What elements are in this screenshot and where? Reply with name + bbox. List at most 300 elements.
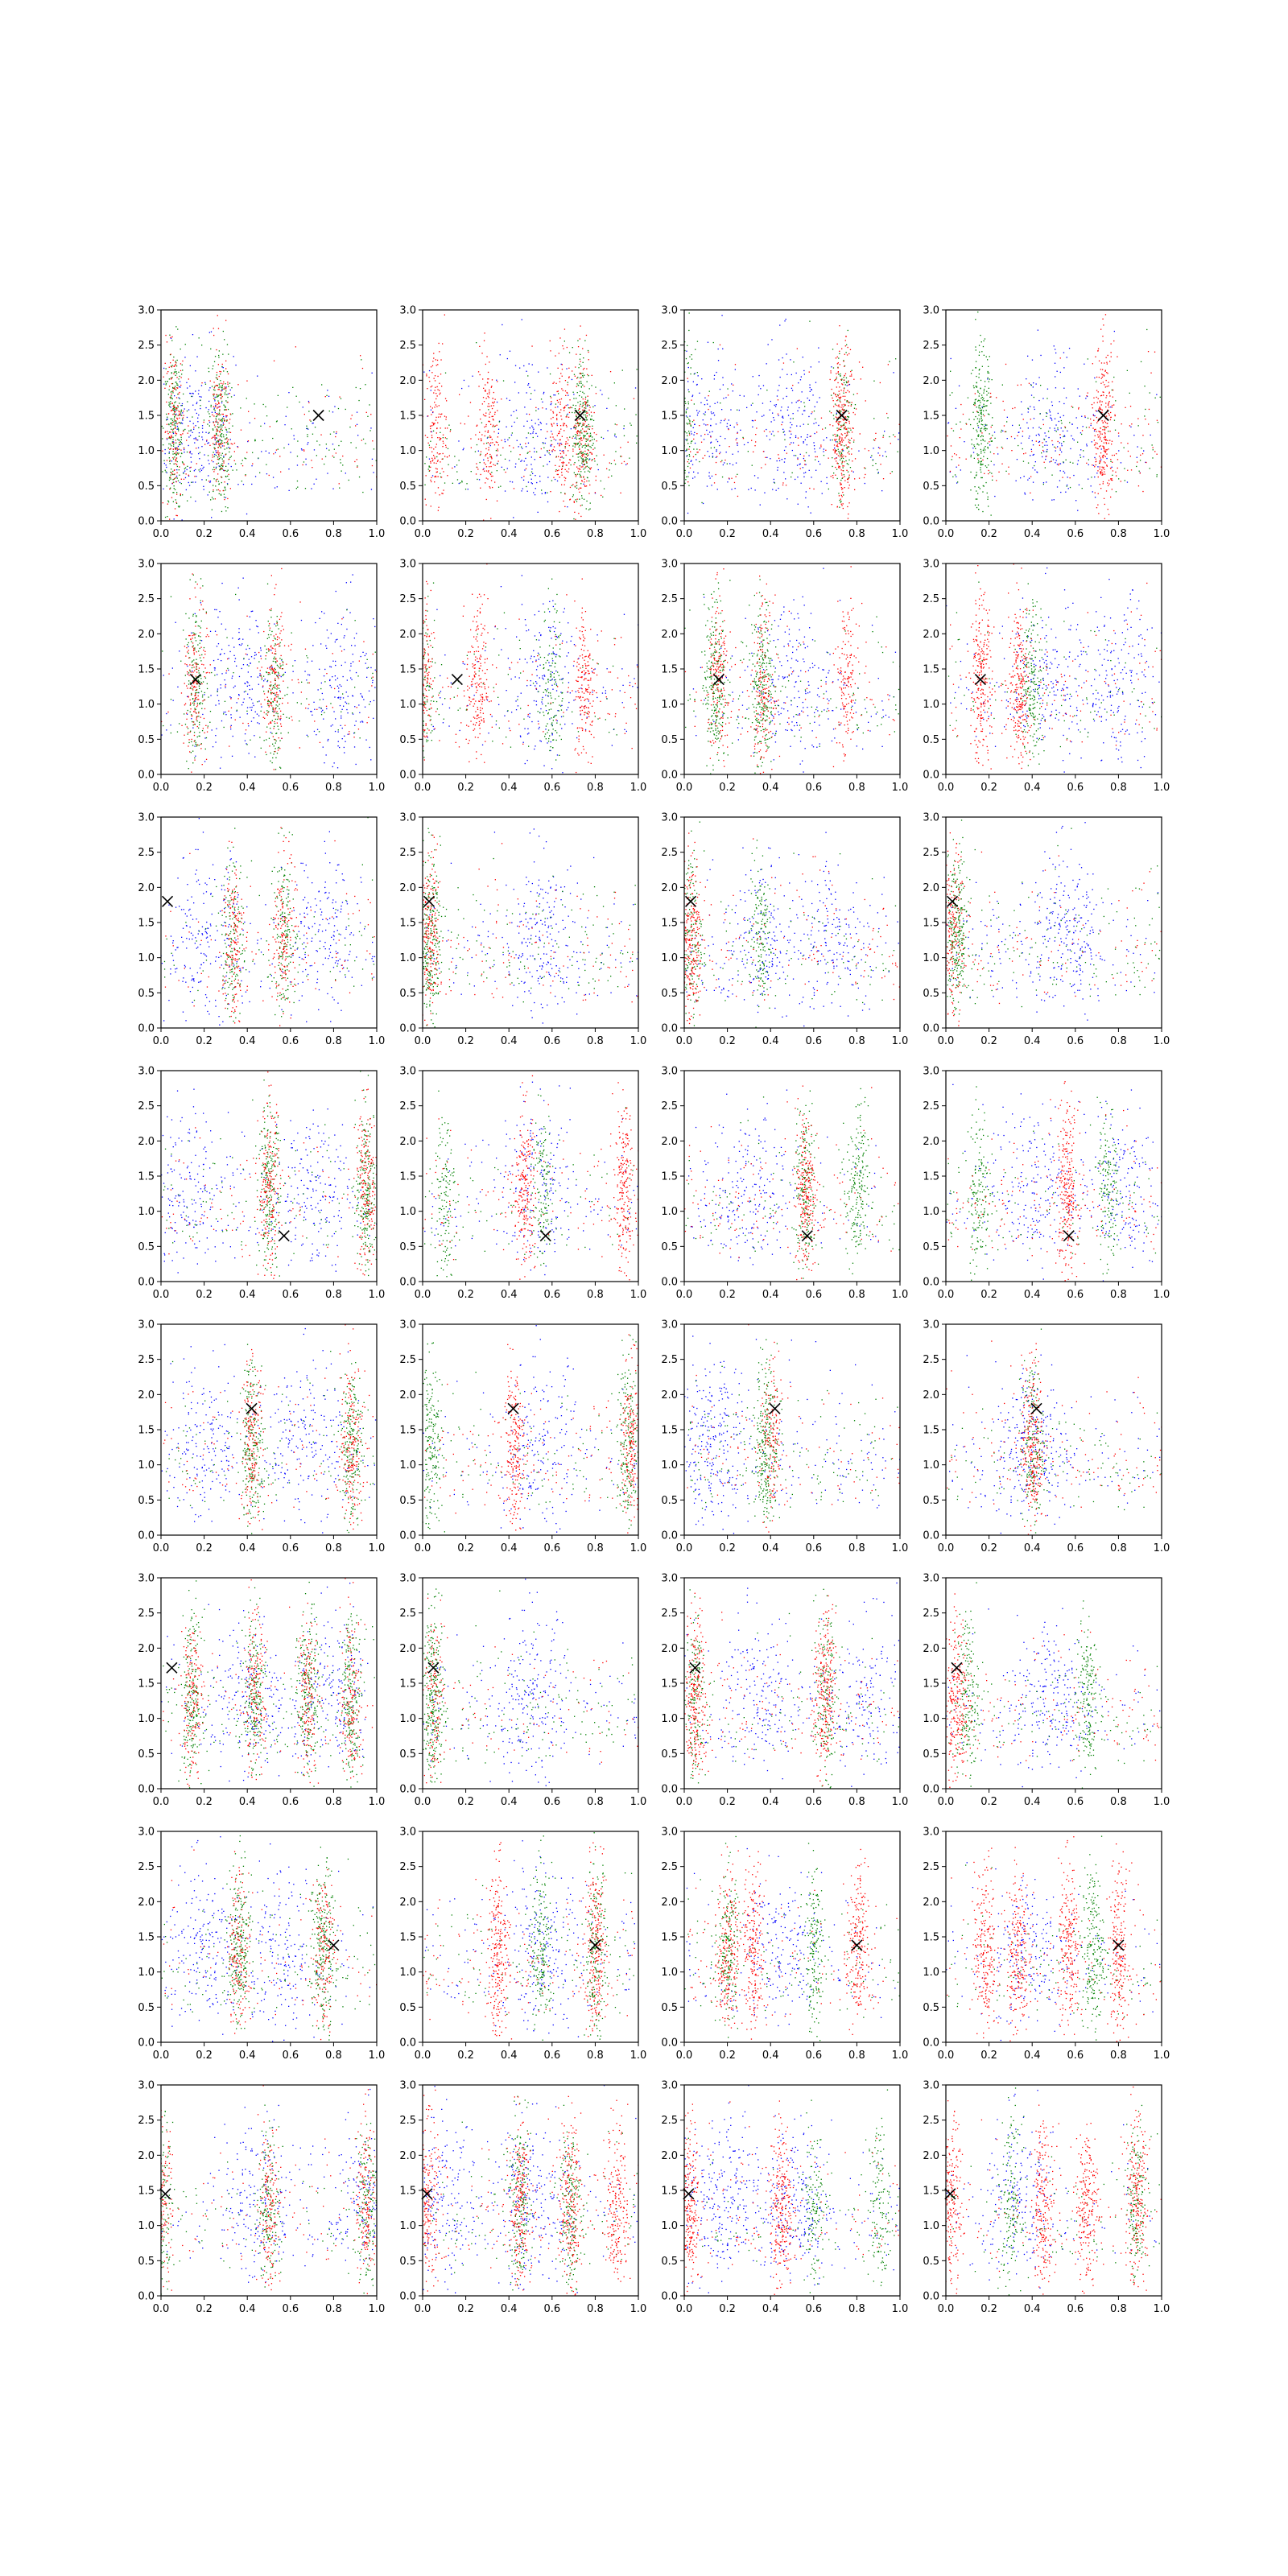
- point-blue: [583, 484, 584, 485]
- point-green: [1028, 463, 1029, 464]
- point-red: [837, 382, 838, 383]
- point-green: [975, 319, 976, 320]
- point-blue: [594, 405, 595, 406]
- point-blue: [710, 443, 711, 444]
- point-blue: [760, 388, 761, 389]
- point-blue: [843, 450, 844, 451]
- point-green: [321, 384, 322, 385]
- point-blue: [808, 506, 809, 507]
- point-blue: [526, 464, 527, 465]
- point-red: [568, 368, 569, 369]
- point-blue: [311, 488, 312, 489]
- point-blue: [1093, 465, 1094, 466]
- point-red: [158, 413, 159, 414]
- point-green: [677, 471, 678, 472]
- point-blue: [814, 445, 815, 446]
- point-blue: [782, 357, 783, 358]
- point-green: [752, 465, 753, 466]
- point-green: [679, 444, 680, 445]
- point-red: [574, 426, 575, 427]
- point-blue: [526, 392, 527, 393]
- point-red: [494, 444, 495, 445]
- point-green: [213, 409, 214, 410]
- point-red: [557, 470, 558, 471]
- point-red: [844, 487, 845, 488]
- point-green: [687, 423, 688, 424]
- point-green: [176, 365, 177, 366]
- point-red: [245, 475, 246, 476]
- point-red: [480, 455, 481, 456]
- point-green: [216, 418, 217, 419]
- point-red: [172, 414, 173, 415]
- point-red: [222, 364, 223, 365]
- point-green: [191, 482, 192, 483]
- point-red: [218, 402, 219, 403]
- point-blue: [1060, 492, 1061, 493]
- point-green: [839, 353, 840, 354]
- point-red: [213, 415, 214, 416]
- point-green: [588, 467, 589, 468]
- point-green: [173, 428, 174, 429]
- point-green: [838, 449, 839, 450]
- point-red: [176, 494, 177, 495]
- point-red: [586, 485, 587, 486]
- point-blue: [748, 442, 749, 443]
- point-blue: [239, 599, 240, 600]
- y-tick-label: 2.0: [138, 375, 155, 387]
- point-red: [569, 459, 570, 460]
- point-red: [754, 445, 755, 446]
- point-green: [588, 375, 589, 376]
- point-red: [587, 412, 588, 413]
- point-red: [431, 437, 432, 438]
- point-blue: [587, 406, 588, 407]
- point-red: [835, 449, 836, 450]
- point-green: [555, 469, 556, 470]
- point-blue: [1083, 456, 1084, 457]
- point-green: [976, 431, 977, 432]
- y-tick-label: 3.0: [399, 305, 416, 317]
- point-red: [212, 438, 213, 439]
- point-red: [1003, 401, 1004, 402]
- point-green: [224, 442, 225, 443]
- point-blue: [1039, 435, 1040, 436]
- point-green: [842, 450, 843, 451]
- point-green: [174, 456, 175, 457]
- point-green: [588, 424, 589, 425]
- point-red: [216, 385, 217, 386]
- point-blue: [1031, 449, 1032, 450]
- point-blue: [677, 427, 678, 428]
- point-green: [222, 354, 223, 355]
- point-blue: [251, 656, 252, 657]
- point-green: [176, 410, 177, 411]
- point-blue: [243, 484, 244, 485]
- point-blue: [801, 401, 802, 402]
- point-blue: [784, 458, 785, 459]
- point-green: [843, 377, 844, 378]
- point-green: [215, 410, 216, 411]
- point-green: [231, 387, 232, 388]
- point-red: [576, 454, 577, 455]
- point-blue: [528, 383, 529, 384]
- point-green: [338, 445, 339, 446]
- point-green: [166, 383, 167, 384]
- point-blue: [259, 723, 260, 724]
- point-red: [481, 434, 482, 435]
- point-green: [221, 420, 222, 421]
- point-green: [580, 483, 581, 484]
- point-red: [437, 395, 438, 396]
- point-blue: [545, 492, 546, 493]
- point-blue: [215, 704, 216, 705]
- point-blue: [1050, 417, 1051, 418]
- axes-frame: [423, 310, 638, 521]
- point-green: [182, 494, 183, 495]
- point-green: [840, 418, 841, 419]
- point-green: [272, 438, 273, 439]
- point-green: [727, 388, 728, 389]
- point-red: [696, 433, 697, 434]
- point-green: [173, 459, 174, 460]
- point-green: [979, 355, 980, 356]
- point-red: [176, 387, 177, 388]
- point-red: [843, 508, 844, 509]
- axes-frame: [684, 310, 900, 521]
- point-green: [688, 403, 689, 404]
- point-blue: [801, 377, 802, 378]
- point-red: [890, 443, 891, 444]
- point-blue: [805, 464, 806, 465]
- point-red: [488, 449, 489, 450]
- point-green: [252, 452, 253, 453]
- point-red: [811, 411, 812, 412]
- point-red: [179, 414, 180, 415]
- point-red: [1131, 423, 1132, 424]
- point-red: [434, 458, 435, 459]
- point-red: [840, 379, 841, 380]
- point-green: [208, 371, 209, 372]
- point-red: [1111, 344, 1112, 345]
- point-blue: [338, 732, 339, 733]
- point-red: [248, 440, 249, 441]
- point-red: [234, 451, 235, 452]
- point-green: [172, 441, 173, 442]
- x-tick-label: 1.0: [1154, 528, 1170, 540]
- point-green: [981, 412, 982, 413]
- point-blue: [724, 438, 725, 439]
- point-red: [226, 442, 227, 443]
- point-red: [844, 410, 845, 411]
- point-green: [191, 396, 192, 397]
- point-blue: [777, 395, 778, 396]
- point-red: [172, 443, 173, 444]
- point-red: [840, 484, 841, 485]
- point-blue: [215, 397, 216, 398]
- point-red: [219, 376, 220, 377]
- point-blue: [527, 491, 528, 492]
- point-green: [688, 463, 689, 464]
- point-green: [579, 445, 580, 446]
- point-red: [437, 452, 438, 453]
- point-blue: [1046, 445, 1047, 446]
- point-red: [564, 423, 565, 424]
- point-red: [224, 421, 225, 422]
- point-red: [1110, 459, 1111, 460]
- y-tick-label: 3.0: [661, 305, 678, 317]
- point-green: [178, 378, 179, 379]
- point-red: [575, 519, 576, 520]
- point-green: [579, 499, 580, 500]
- point-green: [584, 445, 585, 446]
- point-red: [177, 423, 178, 424]
- point-red: [1106, 453, 1107, 454]
- point-green: [678, 370, 679, 371]
- point-red: [581, 480, 582, 481]
- point-red: [430, 461, 431, 462]
- point-blue: [192, 432, 193, 433]
- point-green: [586, 417, 587, 418]
- point-blue: [691, 433, 692, 434]
- point-red: [580, 451, 581, 452]
- point-red: [488, 431, 489, 432]
- point-red: [846, 470, 847, 471]
- point-red: [434, 481, 435, 482]
- point-red: [1011, 450, 1012, 451]
- point-green: [177, 439, 178, 440]
- point-red: [217, 315, 218, 316]
- point-red: [1105, 451, 1106, 452]
- point-red: [1096, 448, 1097, 449]
- point-red: [839, 397, 840, 398]
- point-blue: [191, 457, 192, 458]
- point-green: [221, 436, 222, 437]
- point-green: [590, 435, 591, 436]
- y-tick-label: 2.5: [138, 340, 155, 352]
- point-green: [1156, 476, 1157, 477]
- point-green: [586, 457, 587, 458]
- point-blue: [1063, 388, 1064, 389]
- point-red: [434, 378, 435, 379]
- point-red: [222, 465, 223, 466]
- point-red: [845, 404, 846, 405]
- point-green: [185, 344, 186, 345]
- point-red: [210, 381, 211, 382]
- point-blue: [195, 390, 196, 391]
- point-blue: [1092, 491, 1093, 492]
- x-tick-label: 0.6: [805, 528, 822, 540]
- point-green: [589, 388, 590, 389]
- point-red: [1029, 383, 1030, 384]
- point-blue: [791, 374, 792, 375]
- point-green: [973, 419, 974, 420]
- point-green: [982, 491, 983, 492]
- point-red: [495, 399, 496, 400]
- point-red: [860, 433, 861, 434]
- point-green: [216, 468, 217, 469]
- point-red: [442, 343, 443, 344]
- point-green: [211, 405, 212, 406]
- point-green: [983, 393, 984, 394]
- point-red: [559, 378, 560, 379]
- point-green: [578, 453, 579, 454]
- point-blue: [247, 654, 248, 655]
- point-blue: [826, 437, 827, 438]
- point-red: [960, 404, 961, 405]
- point-blue: [238, 628, 239, 629]
- point-green: [986, 391, 987, 392]
- point-blue: [504, 439, 505, 440]
- point-blue: [698, 375, 699, 376]
- point-red: [842, 492, 843, 493]
- point-green: [988, 366, 989, 367]
- point-red: [1142, 435, 1143, 436]
- point-red: [1102, 401, 1103, 402]
- series-green: [424, 341, 638, 522]
- point-blue: [208, 409, 209, 410]
- point-green: [980, 436, 981, 437]
- point-blue: [374, 626, 375, 627]
- point-green: [982, 419, 983, 420]
- point-green: [982, 439, 983, 440]
- point-red: [1014, 407, 1015, 408]
- point-red: [990, 393, 991, 394]
- point-green: [992, 417, 993, 418]
- point-red: [519, 454, 520, 455]
- point-blue: [898, 432, 899, 433]
- point-green: [178, 372, 179, 373]
- point-red: [449, 455, 450, 456]
- point-blue: [853, 472, 854, 473]
- point-blue: [755, 489, 756, 490]
- point-blue: [791, 424, 792, 425]
- point-red: [1117, 468, 1118, 469]
- point-blue: [819, 397, 820, 398]
- point-green: [569, 437, 570, 438]
- point-red: [214, 438, 215, 439]
- point-red: [1137, 418, 1138, 419]
- point-blue: [166, 713, 167, 714]
- point-red: [478, 371, 479, 372]
- point-red: [1106, 490, 1107, 491]
- point-red: [1086, 395, 1087, 396]
- point-green: [970, 489, 971, 490]
- point-red: [1107, 466, 1108, 467]
- point-green: [296, 488, 297, 489]
- point-red: [433, 455, 434, 456]
- point-green: [541, 489, 542, 490]
- point-blue: [803, 370, 804, 371]
- point-green: [577, 422, 578, 423]
- points-layer: [161, 568, 392, 773]
- point-green: [213, 395, 214, 396]
- point-blue: [535, 488, 536, 489]
- point-red: [525, 443, 526, 444]
- point-red: [550, 436, 551, 437]
- y-tick-label: 2.5: [399, 340, 416, 352]
- point-blue: [808, 416, 809, 417]
- point-blue: [823, 451, 824, 452]
- point-blue: [808, 455, 809, 456]
- point-green: [505, 459, 506, 460]
- axes-frame: [161, 310, 377, 521]
- point-green: [696, 448, 697, 449]
- point-red: [963, 414, 964, 415]
- point-red: [489, 488, 490, 489]
- point-red: [988, 473, 989, 474]
- point-blue: [212, 412, 213, 413]
- point-red: [560, 373, 561, 374]
- point-blue: [744, 444, 745, 445]
- y-tick-label: 1.0: [923, 445, 939, 457]
- point-red: [1116, 475, 1117, 476]
- point-red: [851, 438, 852, 439]
- point-blue: [1033, 482, 1034, 483]
- point-green: [576, 488, 577, 489]
- point-red: [172, 424, 173, 425]
- point-green: [671, 399, 672, 400]
- point-green: [218, 459, 219, 460]
- point-red: [555, 456, 556, 457]
- point-green: [169, 453, 170, 454]
- point-red: [838, 424, 839, 425]
- point-green: [590, 502, 591, 503]
- point-red: [531, 345, 532, 346]
- point-green: [873, 381, 874, 382]
- point-red: [836, 417, 837, 418]
- point-red: [572, 484, 573, 485]
- point-red: [837, 367, 838, 368]
- point-blue: [989, 444, 990, 445]
- point-red: [1107, 423, 1108, 424]
- point-blue: [195, 437, 196, 438]
- point-red: [596, 480, 597, 481]
- x-tick-label: 0.0: [153, 528, 170, 540]
- point-green: [576, 501, 577, 502]
- point-green: [169, 378, 170, 379]
- point-green: [1083, 450, 1084, 451]
- point-green: [172, 398, 173, 399]
- point-red: [539, 457, 540, 458]
- point-green: [560, 492, 561, 493]
- point-red: [849, 376, 850, 377]
- x-tick-label: 0.2: [196, 528, 213, 540]
- point-green: [172, 451, 173, 452]
- point-green: [980, 428, 981, 429]
- point-green: [173, 482, 174, 483]
- point-red: [689, 435, 690, 436]
- point-red: [851, 454, 852, 455]
- point-red: [562, 475, 563, 476]
- point-red: [1106, 464, 1107, 465]
- point-green: [278, 449, 279, 450]
- point-red: [470, 438, 471, 439]
- point-green: [1152, 444, 1153, 445]
- point-blue: [217, 688, 218, 689]
- point-green: [615, 451, 616, 452]
- point-green: [218, 463, 219, 464]
- point-red: [841, 426, 842, 427]
- point-blue: [1080, 432, 1081, 433]
- point-red: [835, 475, 836, 476]
- point-green: [579, 447, 580, 448]
- point-green: [587, 440, 588, 441]
- point-green: [1039, 413, 1040, 414]
- point-green: [342, 464, 343, 465]
- point-green: [177, 461, 178, 462]
- point-green: [221, 463, 222, 464]
- point-green: [836, 414, 837, 415]
